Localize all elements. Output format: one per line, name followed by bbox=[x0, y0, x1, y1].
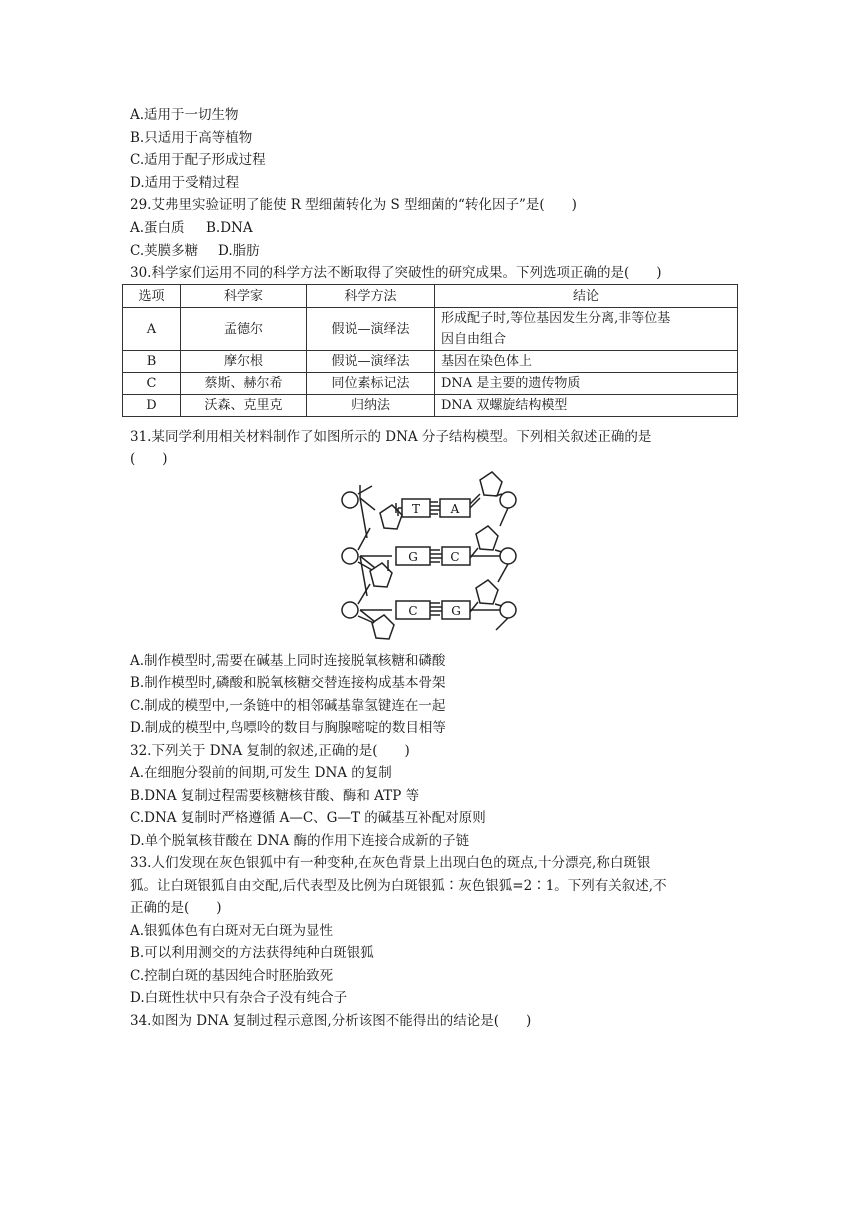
phosphate-circle bbox=[500, 548, 516, 564]
phosphate-circle bbox=[500, 492, 516, 508]
q33-option-c: C.控制白斑的基因纯合时胚胎致死 bbox=[130, 968, 334, 984]
q31-stem-line-2: ( ) bbox=[130, 451, 168, 467]
table-header-row bbox=[123, 285, 738, 308]
q28-option-c: C.适用于配子形成过程 bbox=[130, 152, 266, 168]
q32-stem: 32.下列关于 DNA 复制的叙述,正确的是( ) bbox=[130, 743, 410, 759]
q33-stem-line-2: 狐。让白斑银狐自由交配,后代表型及比例为白斑银狐∶灰色银狐=2∶1。下列有关叙述,不 bbox=[130, 878, 667, 894]
table-header-cell: 结论 bbox=[435, 285, 738, 308]
q29-option-d: D.脂肪 bbox=[218, 243, 260, 259]
table-cell-conclusion: 基因在染色体上 bbox=[435, 351, 738, 373]
q31-option-a: A.制作模型时,需要在碱基上同时连接脱氧核糖和磷酸 bbox=[130, 653, 446, 669]
dna-model-figure bbox=[330, 458, 530, 648]
q31-stem-line-1: 31.某同学利用相关材料制作了如图所示的 DNA 分子结构模型。下列相关叙述正确的是 bbox=[130, 429, 652, 445]
q33-option-b: B.可以利用测交的方法获得纯种白斑银狐 bbox=[130, 945, 374, 961]
table-cell-method: 假说—演绎法 bbox=[307, 351, 435, 373]
base-pair-row bbox=[398, 498, 480, 517]
phosphate-circle bbox=[500, 602, 516, 618]
q29-options-row-2 bbox=[130, 240, 260, 262]
table-cell-conclusion: DNA 是主要的遗传物质 bbox=[435, 373, 738, 395]
base-label: G bbox=[408, 550, 418, 564]
conclusion-line-2: 因自由组合 bbox=[441, 332, 507, 347]
table-cell-option: A bbox=[123, 308, 181, 351]
q32-option-d: D.单个脱氧核苷酸在 DNA 酶的作用下连接合成新的子链 bbox=[130, 833, 470, 849]
table-cell-method: 假说—演绎法 bbox=[307, 308, 435, 351]
table-cell-method: 归纳法 bbox=[307, 395, 435, 417]
phosphate-circle bbox=[342, 602, 358, 618]
q29-stem: 29.艾弗里实验证明了能使 R 型细菌转化为 S 型细菌的“转化因子”是( ) bbox=[130, 197, 577, 213]
q29-option-c: C.荚膜多糖 bbox=[130, 243, 199, 259]
q32-option-b: B.DNA 复制过程需要核糖核苷酸、酶和 ATP 等 bbox=[130, 788, 420, 804]
table-cell-option: B bbox=[123, 351, 181, 373]
table-row bbox=[123, 373, 738, 395]
deoxyribose-pentagon bbox=[476, 580, 498, 604]
q33-option-d: D.白斑性状中只有杂合子没有纯合子 bbox=[130, 990, 348, 1006]
base-pair-row bbox=[360, 547, 500, 565]
left-strand-backbone bbox=[360, 485, 375, 622]
q29-option-a: A.蛋白质 bbox=[130, 220, 185, 236]
phosphate-circle bbox=[342, 492, 358, 508]
q30-table bbox=[122, 284, 738, 417]
table-cell-option: D bbox=[123, 395, 181, 417]
table-cell-scientist: 沃森、克里克 bbox=[181, 395, 307, 417]
table-header-cell: 科学家 bbox=[181, 285, 307, 308]
table-header-cell: 科学方法 bbox=[307, 285, 435, 308]
q32-option-c: C.DNA 复制时严格遵循 A—C、G—T 的碱基互补配对原则 bbox=[130, 810, 486, 826]
table-header-cell: 选项 bbox=[123, 285, 181, 308]
q31-option-c: C.制成的模型中,一条链中的相邻碱基靠氢键连在一起 bbox=[130, 698, 446, 714]
q28-option-a: A.适用于一切生物 bbox=[130, 107, 239, 123]
table-cell-method: 同位素标记法 bbox=[307, 373, 435, 395]
q33-stem-line-1: 33.人们发现在灰色银狐中有一种变种,在灰色背景上出现白色的斑点,十分漂亮,称白斑银 bbox=[130, 855, 651, 871]
q34-stem: 34.如图为 DNA 复制过程示意图,分析该图不能得出的结论是( ) bbox=[130, 1013, 532, 1029]
q30-stem: 30.科学家们运用不同的科学方法不断取得了突破性的研究成果。下列选项正确的是( ) bbox=[130, 265, 662, 281]
deoxyribose-pentagon bbox=[476, 526, 498, 550]
q33-option-a: A.银狐体色有白斑对无白斑为显性 bbox=[130, 923, 334, 939]
base-label: C bbox=[450, 550, 460, 564]
phosphate-circle bbox=[342, 548, 358, 564]
q32-option-a: A.在细胞分裂前的间期,可发生 DNA 的复制 bbox=[130, 765, 392, 781]
table-cell-scientist: 蔡斯、赫尔希 bbox=[181, 373, 307, 395]
q29-options-row-1 bbox=[130, 217, 253, 239]
q31-option-b: B.制作模型时,磷酸和脱氧核糖交替连接构成基本骨架 bbox=[130, 675, 446, 691]
table-row bbox=[123, 351, 738, 373]
base-label: A bbox=[450, 502, 460, 516]
table-cell-conclusion: DNA 双螺旋结构模型 bbox=[435, 395, 738, 417]
q31-option-d: D.制成的模型中,鸟嘌呤的数目与胸腺嘧啶的数目相等 bbox=[130, 720, 446, 736]
base-label: T bbox=[411, 502, 421, 516]
table-cell-scientist: 孟德尔 bbox=[181, 308, 307, 351]
q28-option-d: D.适用于受精过程 bbox=[130, 175, 240, 191]
table-row bbox=[123, 395, 738, 417]
base-label: G bbox=[451, 604, 461, 618]
q29-option-b: B.DNA bbox=[206, 220, 253, 236]
base-label: C bbox=[408, 604, 418, 618]
q28-option-b: B.只适用于高等植物 bbox=[130, 130, 253, 146]
table-cell-scientist: 摩尔根 bbox=[181, 351, 307, 373]
table-cell-conclusion bbox=[435, 308, 738, 351]
conclusion-line-1: 形成配子时,等位基因发生分离,非等位基 bbox=[441, 311, 671, 326]
deoxyribose-pentagon bbox=[372, 615, 394, 639]
q33-stem-line-3: 正确的是( ) bbox=[130, 900, 222, 916]
table-cell-option: C bbox=[123, 373, 181, 395]
deoxyribose-pentagon bbox=[480, 472, 502, 496]
table-row bbox=[123, 308, 738, 351]
